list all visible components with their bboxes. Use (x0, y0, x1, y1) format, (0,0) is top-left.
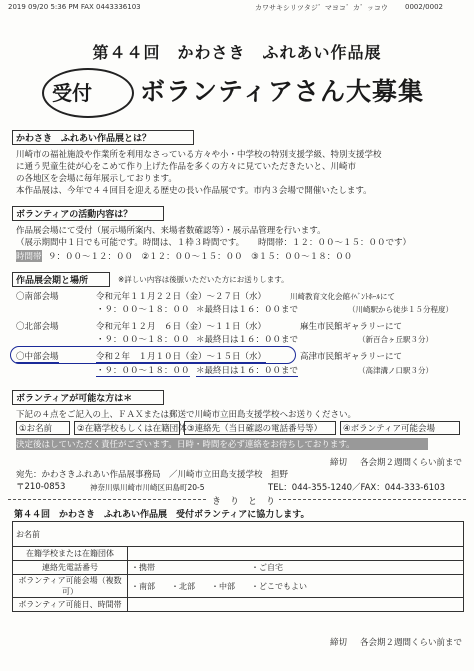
activity-line: 時間帯：１２：００〜１５：００です） (258, 238, 412, 248)
about-line: 川崎市の福祉施設や作業所を利用なさっている方々や小・中学校の特別支援学級、特別支援学校 (16, 150, 382, 160)
contact-tel: TEL：044-355-1240／FAX：044-333-6103 (268, 483, 445, 493)
venue-south-area: 〇南部会場 (16, 292, 59, 302)
apply-deadline: 各会期２週間くらい前まで (360, 458, 463, 468)
point-name: ①お名前 (19, 424, 53, 434)
apply-intro: 下記の４点をご記入の上、ＦＡＸまたは郵送で川崎市立田島支援学校へお送りください。 (16, 410, 357, 420)
reception-badge: 受付 (52, 81, 92, 105)
form-row-school (13, 547, 464, 561)
form-label-venue: ボランティア可能会場（複数可） (13, 575, 128, 598)
form-title: 第４４回 かわさき ふれあい作品展 受付ボランティアに協力します。 (14, 510, 310, 520)
form-label-school: 在籍学校または在籍団体 (13, 547, 128, 561)
cut-line-label: き り と り (208, 494, 279, 507)
shift-times: ９：００〜１２：００ ②１２：００〜１５：００ ③１５：００〜１８：００ (48, 252, 353, 262)
apply-heading: ボランティアが可能な方は＊ (16, 394, 133, 404)
venue-south-access: （川崎駅から徒歩１５分程度） (348, 305, 453, 314)
form-label-phone: 連絡先電話番号 (13, 561, 128, 575)
venue-north-last: ＊最終日は１６：００まで (196, 335, 299, 345)
shift-label: 時間帯 (16, 252, 42, 262)
application-form (12, 521, 464, 612)
venue-north-access: （新百合ヶ丘駅３分） (358, 335, 433, 344)
venue-central-dates: 令和２年 １月１０日（金）〜１５日（水） (96, 352, 267, 362)
form-datetime-field[interactable] (128, 598, 464, 612)
venue-north-area: 〇北部会場 (16, 322, 59, 332)
venue-south-time: ・９：００〜１８：００ (96, 305, 190, 315)
recruit-title: ボランティアさん大募集 (140, 77, 425, 106)
venue-central-access: （高津溝ノ口駅３分） (358, 366, 433, 375)
venue-central-last: ＊最終日は１６：００まで (196, 366, 299, 376)
fax-page-number: 0002/0002 (405, 3, 443, 11)
fax-header: 2019 09/20 5:36 PM FAX 0443336103 (8, 3, 141, 11)
venues-heading: 作品展会期と場所 (16, 276, 89, 286)
venue-south-dates: 令和元年１１月２２日（金）〜２７日（水） (96, 292, 267, 302)
about-line: 本作品展は、今年で４４回目を迎える歴史の長い作品展です。市内３会場で開催いたします。 (16, 186, 372, 196)
venue-south-place: 川崎教育文化会館ｲﾍﾞﾝﾄﾎｰﾙにて (290, 292, 395, 301)
form-venue-field[interactable]: ・南部 ・北部 ・中部 ・どこでもよい (128, 575, 464, 598)
form-deadline-label: 締切 (330, 638, 348, 648)
point-contact: ③連絡先（当日確認の電話番号等） (187, 424, 323, 434)
venue-central-area: 〇中部会場 (16, 352, 59, 362)
apply-deadline-label: 締切 (330, 458, 348, 468)
about-line: に通う児童生徒が心をこめて作り上げた作品を多くの方々に見ていただきたいと、川崎市 (16, 162, 357, 172)
contact-zip: 〒210-0853 (16, 482, 66, 492)
venues-note: ※詳しい内容は後脈いただいた方にお送りします。 (118, 275, 289, 284)
form-label-name: お名前 (16, 529, 40, 539)
contact-dest: 宛先：かわさきふれあい作品展事務局 ／川崎市立田島支援学校 担野 (16, 470, 289, 480)
venue-north-dates: 令和元年１２月 ６日（金）〜１１日（水） (96, 322, 267, 332)
activity-line: （展示期間中１日でも可能です。時間は、１枠３時間です。 (16, 238, 245, 248)
form-label-datetime: ボランティア可能日、時間帯 (13, 598, 128, 612)
form-deadline: 各会期２週間くらい前まで (360, 638, 463, 648)
point-school: ②在籍学校もしくは在籍団体 (77, 424, 187, 434)
about-heading: かわさき ふれあい作品展とは？ (16, 134, 152, 144)
form-row-datetime (13, 598, 464, 612)
form-row-name (13, 522, 464, 547)
venue-north-time: ・９：００〜１８：００ (96, 335, 190, 345)
form-name-field[interactable] (13, 522, 464, 547)
point-venue: ④ボランティア可能会場 (343, 424, 435, 434)
venue-south-last: ＊最終日は１６：００まで (196, 305, 299, 315)
form-school-field[interactable] (128, 547, 464, 561)
form-row-phone (13, 561, 464, 575)
activity-heading: ボランティアの活動内容は？ (16, 210, 133, 220)
venue-central-place: 高津市民館ギャラリーにて (300, 352, 403, 362)
form-row-venue (13, 575, 464, 598)
contact-address: 神奈川県川崎市川崎区田島町20-5 (90, 483, 205, 492)
about-line: の各地区を会場に毎年展示しております。 (16, 174, 177, 184)
activity-line: 作品展会場にて受付（展示場所案内、来場者数確認等）・展示品管理を行います。 (16, 226, 326, 236)
fax-sender: カワサキシリツタジ゛マヨコ゛カ゛ッコウ (255, 4, 388, 12)
venue-central-time: ・９：００〜１８：００ (96, 366, 190, 376)
event-title: 第４４回 かわさき ふれあい作品展 (92, 43, 382, 62)
form-phone-field[interactable]: ・携帯 ・ご自宅 (128, 561, 464, 575)
apply-notice: 決定後はしていただく責任がございます。日時・時間を必ず連絡をお待ちしております。 (16, 438, 428, 450)
venue-north-place: 麻生市民館ギャラリーにて (300, 322, 403, 332)
